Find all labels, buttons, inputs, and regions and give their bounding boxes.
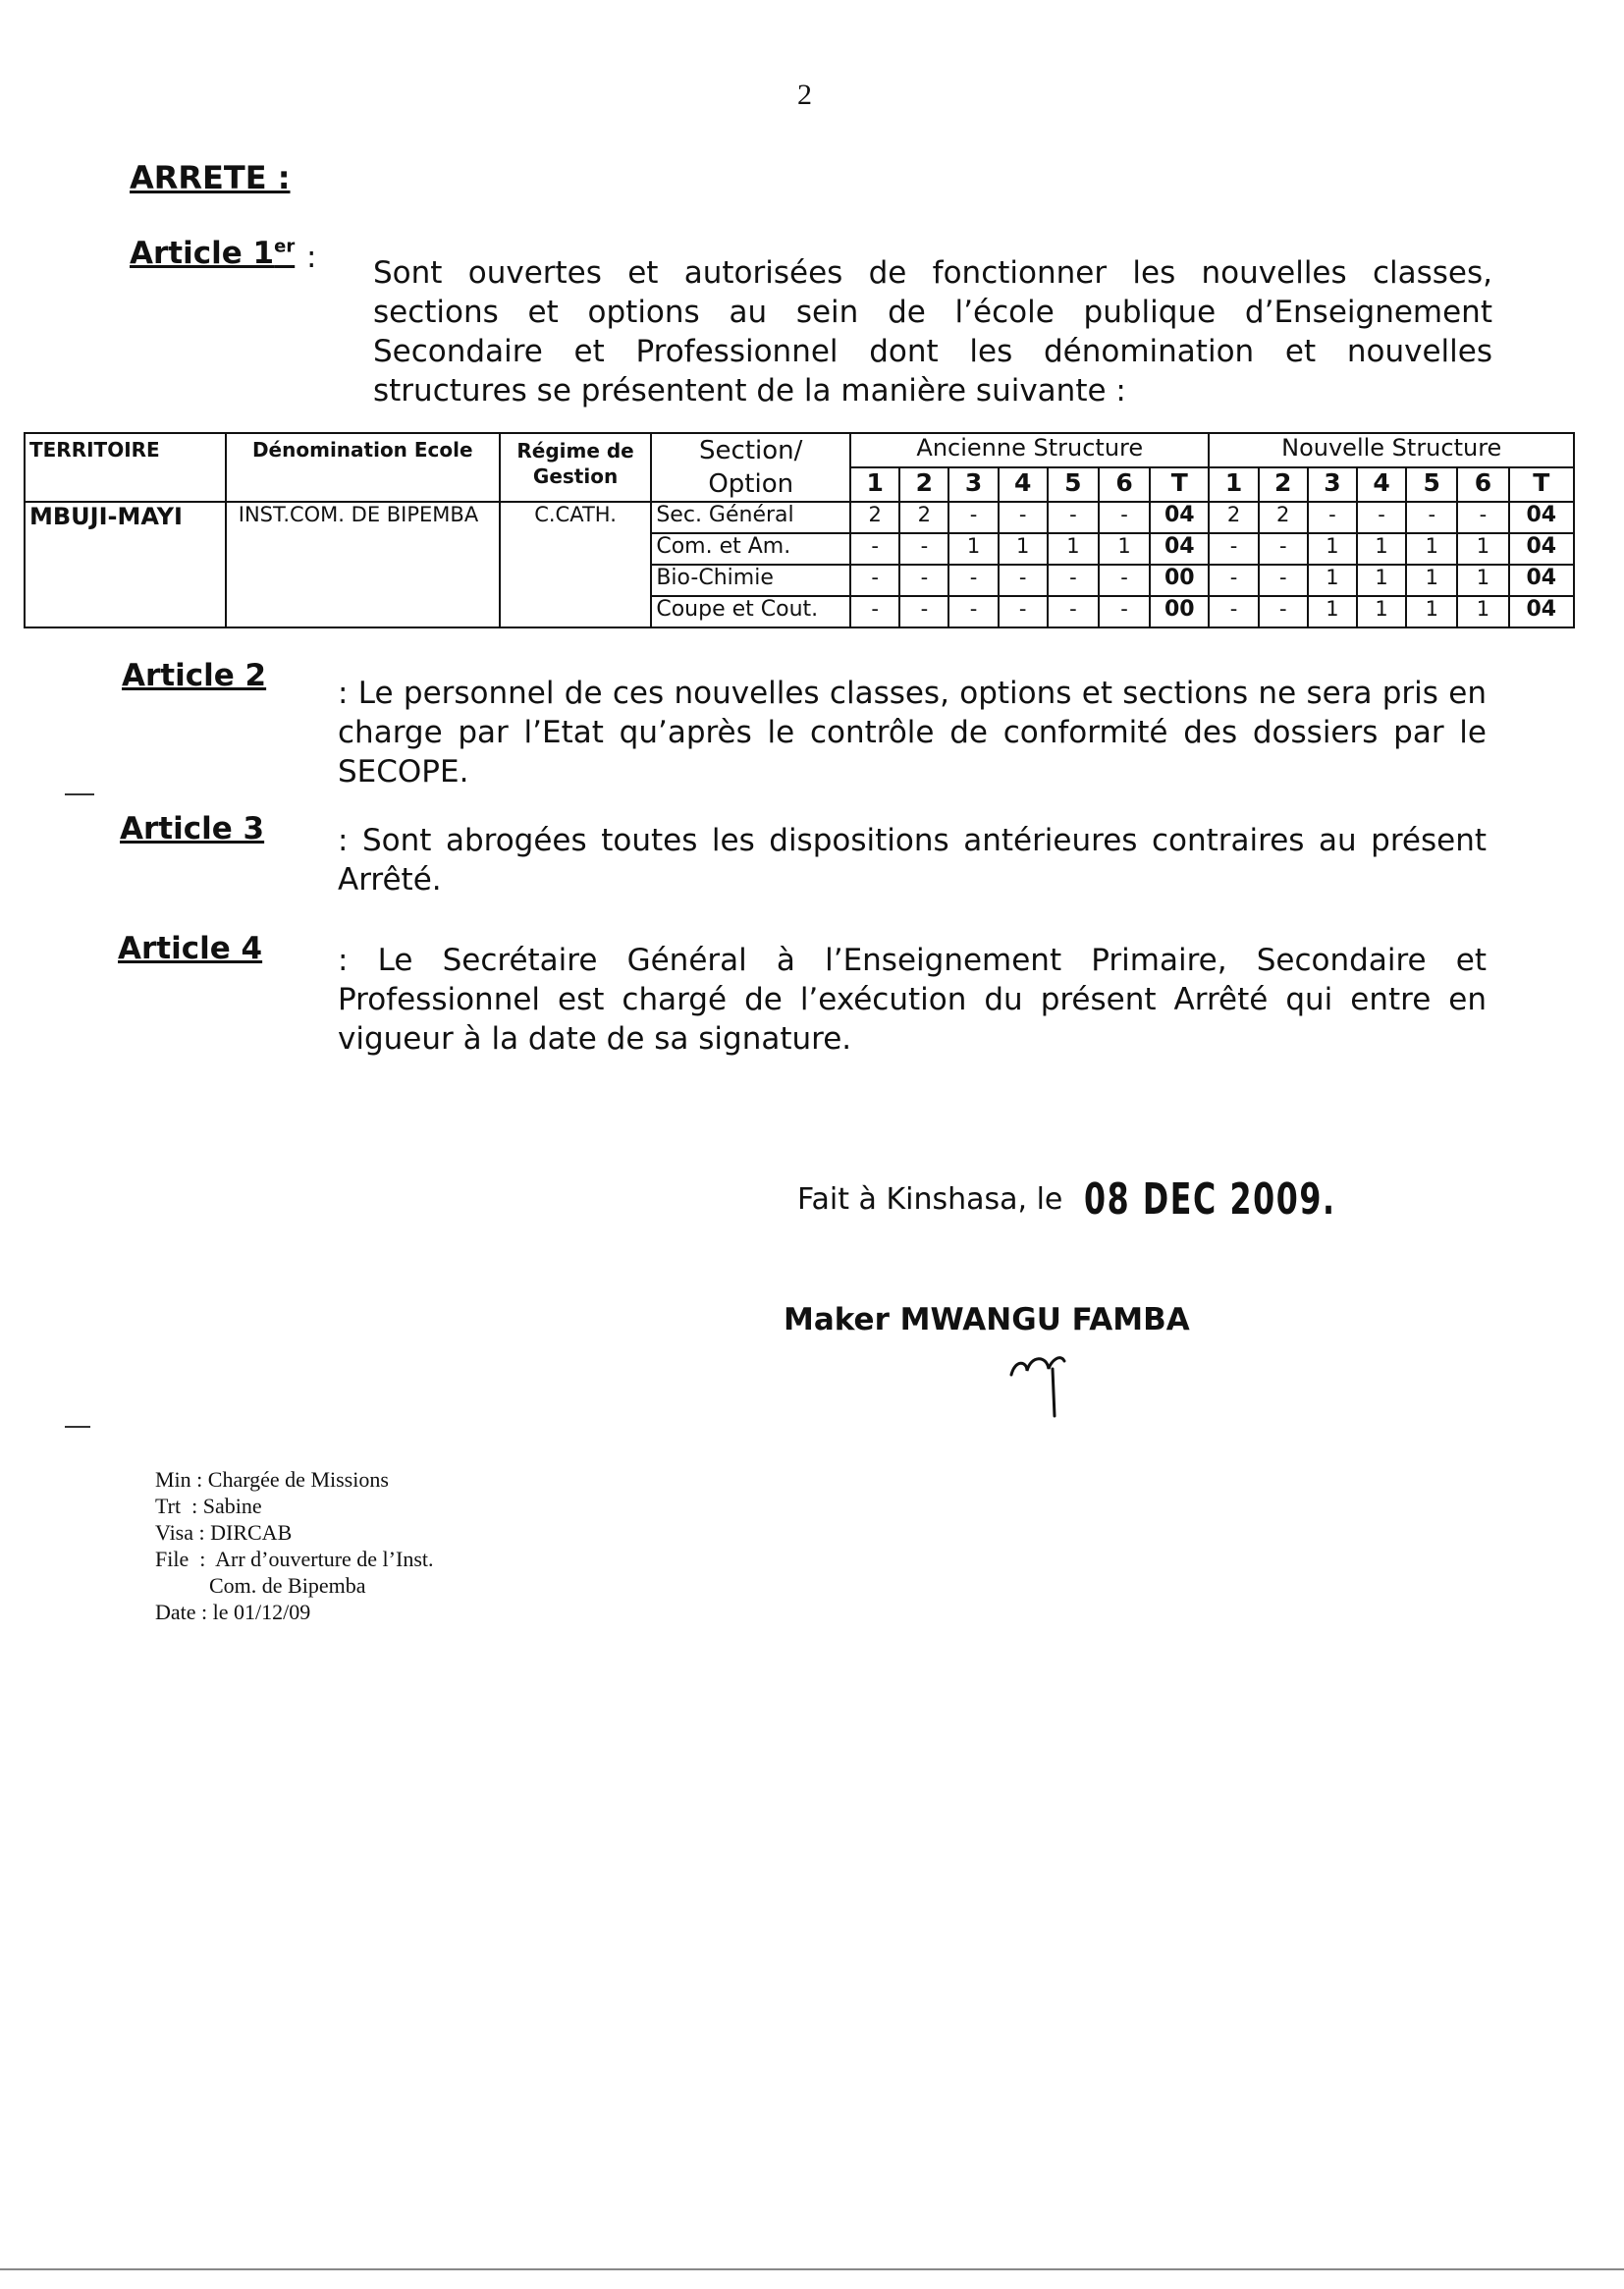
value-cell: -	[948, 596, 998, 627]
value-cell: -	[999, 565, 1048, 596]
footer-date: Date : le 01/12/09	[155, 1600, 311, 1624]
value-cell: -	[1048, 596, 1099, 627]
ancienne-col-1: 1	[850, 467, 899, 502]
footer-visa: Visa : DIRCAB	[155, 1520, 293, 1545]
value-cell: 1	[1099, 533, 1150, 565]
value-cell: 1	[1357, 596, 1406, 627]
value-cell: 2	[850, 502, 899, 533]
nouvelle-col-5: 5	[1406, 467, 1457, 502]
value-cell: -	[899, 565, 948, 596]
article-2-label: Article 2	[122, 658, 267, 693]
value-cell: -	[948, 502, 998, 533]
ancienne-col-3: 3	[948, 467, 998, 502]
value-cell: 1	[1457, 596, 1508, 627]
value-cell: -	[999, 596, 1048, 627]
scan-mark	[65, 793, 94, 795]
total-cell: 04	[1509, 533, 1574, 565]
header-nouvelle-structure: Nouvelle Structure	[1209, 433, 1574, 467]
header-territoire: TERRITOIRE	[25, 433, 226, 502]
value-cell: 1	[1308, 596, 1357, 627]
structure-table	[24, 432, 1575, 628]
scan-mark	[65, 1426, 90, 1428]
nouvelle-col-4: 4	[1357, 467, 1406, 502]
nouvelle-col-3: 3	[1308, 467, 1357, 502]
article-3-label: Article 3	[120, 811, 265, 846]
table-row	[25, 502, 1574, 533]
value-cell: -	[1259, 596, 1308, 627]
footer-min: Min : Chargée de Missions	[155, 1467, 389, 1492]
value-cell: 1	[1357, 533, 1406, 565]
value-cell: -	[1259, 533, 1308, 565]
value-cell: -	[1209, 533, 1258, 565]
footer-file-line-2: Com. de Bipemba	[155, 1573, 366, 1598]
value-cell: 2	[1259, 502, 1308, 533]
header-ancienne-structure: Ancienne Structure	[850, 433, 1209, 467]
article-3-text: : Sont abrogées toutes les dispositions antérieures contraires au présent Arrêté.	[338, 823, 1487, 898]
total-cell: 04	[1509, 565, 1574, 596]
value-cell: -	[1048, 565, 1099, 596]
value-cell: -	[850, 596, 899, 627]
regime-cell: C.CATH.	[500, 502, 652, 627]
value-cell: 1	[1406, 565, 1457, 596]
nouvelle-col-6: 6	[1457, 467, 1508, 502]
value-cell: -	[1357, 502, 1406, 533]
ecole-cell: INST.COM. DE BIPEMBA	[226, 502, 500, 627]
bottom-rule	[0, 2268, 1624, 2270]
value-cell: 2	[899, 502, 948, 533]
arrete-heading: ARRETE :	[130, 159, 291, 196]
option-cell: Sec. Général	[651, 502, 850, 533]
value-cell: 1	[999, 533, 1048, 565]
value-cell: 1	[1457, 533, 1508, 565]
value-cell: -	[1406, 502, 1457, 533]
total-cell: 04	[1150, 533, 1209, 565]
value-cell: -	[1209, 596, 1258, 627]
total-cell: 00	[1150, 565, 1209, 596]
value-cell: -	[1099, 596, 1150, 627]
value-cell: -	[1259, 565, 1308, 596]
value-cell: 1	[1357, 565, 1406, 596]
value-cell: -	[1308, 502, 1357, 533]
ancienne-col-2: 2	[899, 467, 948, 502]
nouvelle-col-2: 2	[1259, 467, 1308, 502]
header-section-option: Section/ Option	[651, 433, 850, 502]
value-cell: 1	[1457, 565, 1508, 596]
value-cell: 2	[1209, 502, 1258, 533]
value-cell: 1	[1308, 533, 1357, 565]
header-denomination: Dénomination Ecole	[226, 433, 500, 502]
total-cell: 00	[1150, 596, 1209, 627]
footer-trt: Trt : Sabine	[155, 1494, 262, 1518]
value-cell: -	[948, 565, 998, 596]
article-2-text: : Le personnel de ces nouvelles classes, options et sections ne sera pris en charge par l’Etat qu’après le contrôle de conformité des dossiers par le SECOPE.	[338, 676, 1487, 790]
ancienne-col-4: 4	[999, 467, 1048, 502]
article-1-colon: :	[306, 240, 317, 275]
value-cell: -	[850, 533, 899, 565]
nouvelle-col-total: T	[1509, 467, 1574, 502]
value-cell: -	[899, 596, 948, 627]
value-cell: 1	[1406, 596, 1457, 627]
territoire-cell: MBUJI-MAYI	[25, 502, 226, 627]
value-cell: -	[899, 533, 948, 565]
value-cell: -	[850, 565, 899, 596]
value-cell: 1	[1048, 533, 1099, 565]
header-regime: Régime de Gestion	[500, 433, 652, 502]
signature-place: Fait à Kinshasa, le	[797, 1182, 1063, 1217]
article-1-label: Article 1er	[130, 236, 296, 271]
value-cell: -	[1099, 502, 1150, 533]
total-cell: 04	[1509, 502, 1574, 533]
signer-name: Maker MWANGU FAMBA	[784, 1302, 1190, 1337]
option-cell: Coupe et Cout.	[651, 596, 850, 627]
handwritten-signature	[1005, 1347, 1074, 1426]
article-4-label: Article 4	[118, 931, 263, 966]
option-cell: Com. et Am.	[651, 533, 850, 565]
value-cell: 1	[948, 533, 998, 565]
value-cell: -	[1209, 565, 1258, 596]
value-cell: -	[1099, 565, 1150, 596]
value-cell: 1	[1406, 533, 1457, 565]
article-1-text: Sont ouvertes et autorisées de fonctionner les nouvelles classes, sections et options au sein de l’école publique d’Enseignement Secondaire et Professionnel dont les dénomination et nouvelles structures se présentent de la manière suivante :	[373, 255, 1492, 409]
nouvelle-col-1: 1	[1209, 467, 1258, 502]
article-4-text: : Le Secrétaire Général à l’Enseignement Primaire, Secondaire et Professionnel est chargé de l’exécution du présent Arrêté qui entre en vigueur à la date de sa signature.	[338, 943, 1487, 1057]
ancienne-col-6: 6	[1099, 467, 1150, 502]
ancienne-col-total: T	[1150, 467, 1209, 502]
total-cell: 04	[1150, 502, 1209, 533]
value-cell: -	[999, 502, 1048, 533]
value-cell: -	[1048, 502, 1099, 533]
date-stamp: 08 DEC 2009.	[1084, 1174, 1336, 1225]
total-cell: 04	[1509, 596, 1574, 627]
page-number: 2	[797, 79, 812, 111]
footer-notes	[155, 1466, 434, 1625]
value-cell: 1	[1308, 565, 1357, 596]
ancienne-col-5: 5	[1048, 467, 1099, 502]
option-cell: Bio-Chimie	[651, 565, 850, 596]
footer-file-line-1: File : Arr d’ouverture de l’Inst.	[155, 1547, 434, 1571]
value-cell: -	[1457, 502, 1508, 533]
